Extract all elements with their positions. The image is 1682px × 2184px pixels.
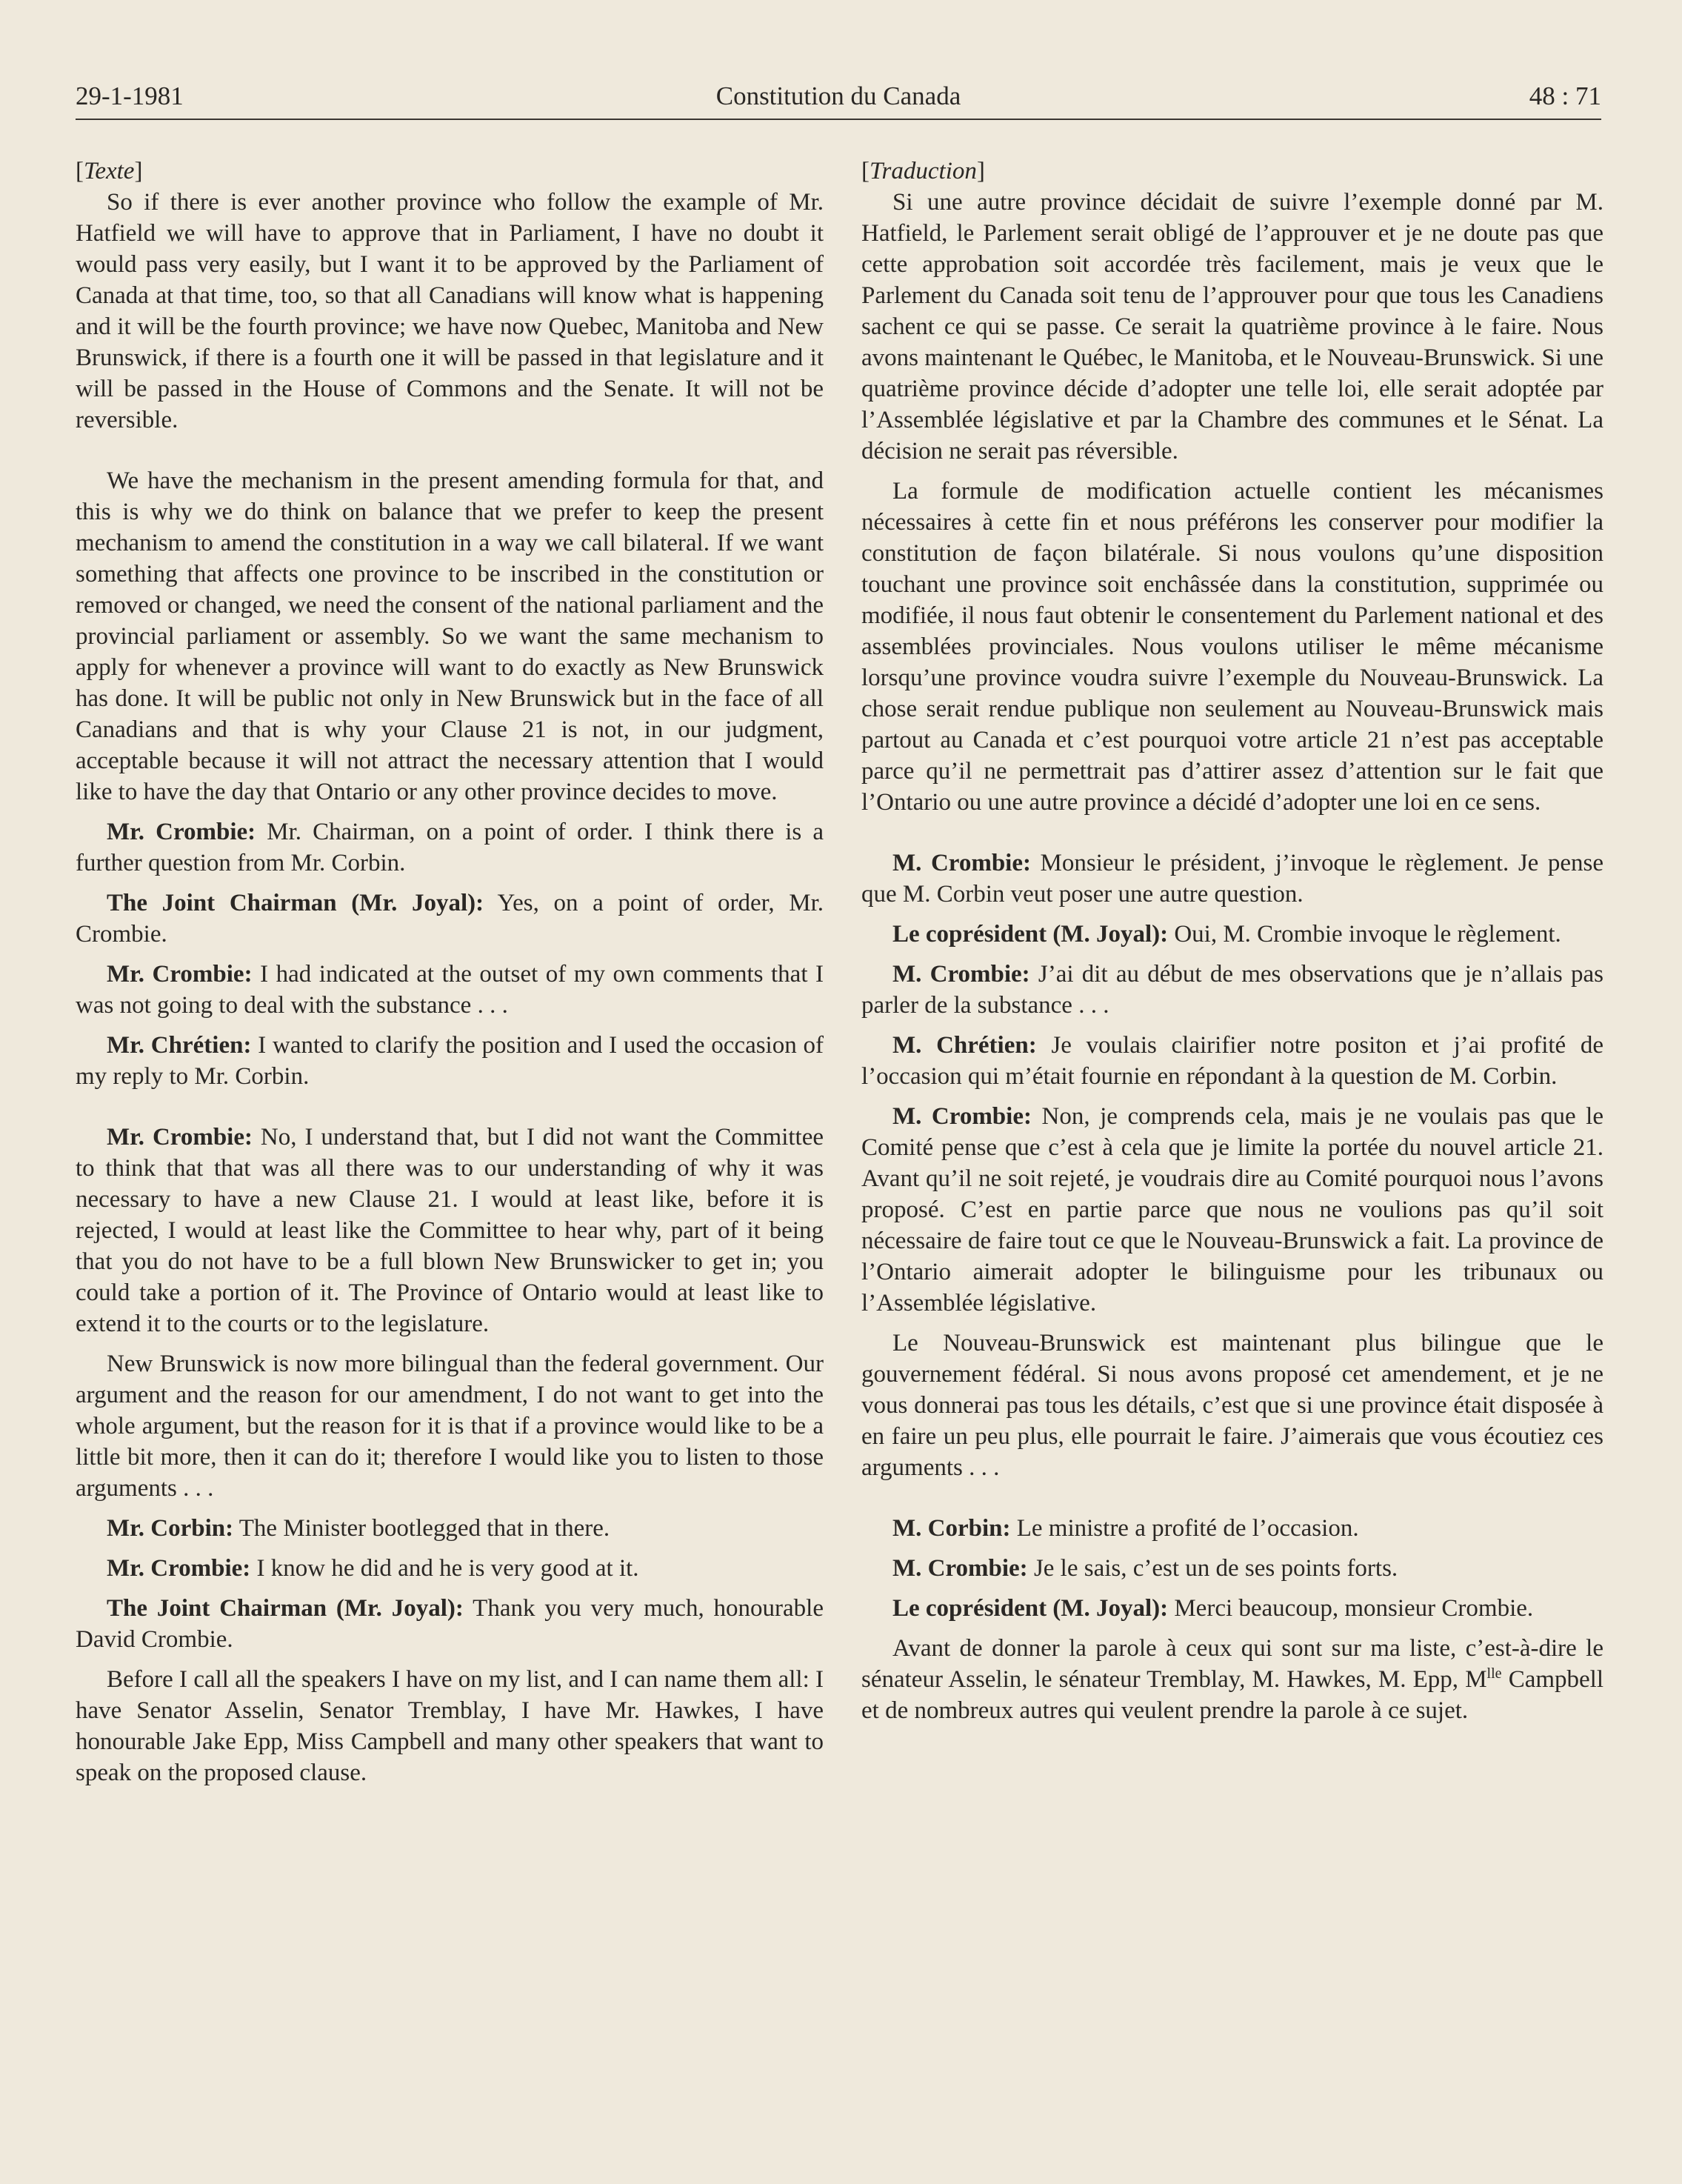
speaker-name: M. Crombie:	[892, 1555, 1028, 1582]
paragraph: So if there is ever another province who follow the example of Mr. Hatfield we will have to approve that in Parliament, I have no doubt it would pass very easily, but I want it to be approved by the Parliament of Canada at that time, too, so that all Canadians will know what is happening and it will be the fourth province; we have now Quebec, Manitoba and New Brunswick, if there is a fourth one it will be passed in that legislature and it will be passed in the House of Commons and the Senate. It will not be reversible.	[76, 189, 824, 433]
column-label: [Traduction]	[861, 158, 985, 184]
paragraph: Le Nouveau-Brunswick est maintenant plus bilingue que le gouvernement fédéral. Si nous avons proposé cet amendement, et je ne vous donnerai pas tous les détails, c’est que si une province était disposée à en faire un peu plus, elle pourrait le faire. J’aimerais que vous écoutiez ces arguments . . .	[861, 1330, 1603, 1481]
speaker-turn: Mr. Crombie: Mr. Chairman, on a point of order. I think there is a further question from Mr. Corbin.	[76, 819, 824, 876]
page-header	[76, 79, 1601, 123]
speaker-name: The Joint Chairman (Mr. Joyal):	[107, 890, 484, 916]
speaker-turn: Mr. Chrétien: I wanted to clarify the position and I used the occasion of my reply to Mr. Corbin.	[76, 1032, 824, 1090]
paragraph: La formule de modification actuelle contient les mécanismes nécessaires à cette fin et nous préférons les conserver pour modifier la constitution de façon bilatérale. Si nous voulons qu’une disposition touchant une province soit enchâssée dans la constitution, supprimée ou modifiée, il nous faut obtenir le consentement du Parlement national et des assemblées provinciales. Nous voulons utiliser le même mécanisme lorsqu’une province voudra suivre l’exemple du Nouveau-Brunswick. La chose serait rendue publique non seulement au Nouveau-Brunswick mais partout au Canada et c’est pourquoi votre article 21 n’est pas acceptable parce qu’il ne permettrait pas d’attirer assez d’attention sur le fait que l’Ontario ou une autre province a décidé d’adopter une loi en ce sens.	[861, 478, 1603, 816]
speaker-turn: Mr. Corbin: The Minister bootlegged that in there.	[107, 1515, 610, 1542]
english-column	[76, 156, 824, 1797]
speaker-name: M. Crombie:	[892, 1103, 1032, 1130]
speaker-name: M. Crombie:	[892, 850, 1031, 876]
speaker-name: Mr. Crombie:	[107, 819, 256, 845]
speaker-name: M. Crombie:	[892, 961, 1030, 988]
paragraph: Avant de donner la parole à ceux qui sont sur ma liste, c’est-à-dire le sénateur Asselin, le sénateur Tremblay, M. Hawkes, M. Epp, $M^{lle}$ Campbell et de nombreux autres qui veulent prendre la parole à ce sujet.	[861, 1635, 1604, 1724]
paragraph: We have the mechanism in the present amending formula for that, and this is why we do think on balance that we prefer to keep the present mechanism to amend the constitution in a way we call bilateral. If we want something that affects one province to be inscribed in the constitution or removed or changed, we need the consent of the national parliament and the provincial parliament or assembly. So we want the same mechanism to apply for whenever a province will want to do exactly as New Brunswick has done. It will be public not only in New Brunswick but in the face of all Canadians and that is why your Clause 21 is not, in our judgment, acceptable because it will not attract the necessary attention that I would like to have the day that Ontario or any other province decides to move.	[76, 467, 824, 805]
speaker-turn: Le coprésident (M. Joyal): Merci beaucoup, monsieur Crombie.	[892, 1595, 1534, 1622]
speaker-name: M. Chrétien:	[892, 1032, 1037, 1059]
french-column	[861, 156, 1603, 1735]
speaker-name: Mr. Crombie:	[107, 1124, 253, 1151]
speaker-turn: Mr. Crombie: I know he did and he is very good at it.	[107, 1555, 639, 1582]
paragraph: New Brunswick is now more bilingual than the federal government. Our argument and the reason for our amendment, I do not want to get into the whole argument, but the reason for it is that if a province would like to be a little bit more, then it can do it; therefore I would like you to listen to those arguments . . .	[76, 1351, 824, 1502]
speaker-name: Le coprésident (M. Joyal):	[892, 921, 1169, 948]
column-label: [Texte]	[76, 158, 143, 184]
speaker-turn: M. Chrétien: Je voulais clairifier notre positon et j’ai profité de l’occasion qui m’était fournie en répondant à la question de M. Corbin.	[861, 1032, 1604, 1090]
speaker-turn: Mr. Crombie: No, I understand that, but I did not want the Committee to think that that was all there was to our understanding of why it was necessary to have a new Clause 21. I would at least like, before it is rejected, I would at least like the Committee to hear why, part of it being that you do not have to be a full blown New Brunswicker to get in; you could take a portion of it. The Province of Ontario would at least like to extend it to the courts or to the legislature.	[76, 1124, 824, 1337]
speaker-name: Mr. Corbin:	[107, 1515, 234, 1542]
speaker-name: Mr. Crombie:	[107, 961, 253, 988]
speaker-name: Mr. Crombie:	[107, 1555, 251, 1582]
speaker-name: Le coprésident (M. Joyal):	[892, 1595, 1169, 1622]
header-date: 29-1-1981	[76, 81, 184, 110]
header-page-number: 48 : 71	[1529, 81, 1601, 110]
speaker-turn: Le coprésident (M. Joyal): Oui, M. Crombie invoque le règlement.	[892, 921, 1561, 948]
paragraph: Before I call all the speakers I have on my list, and I can name them all: I have Senator Asselin, Senator Tremblay, I have Mr. Hawkes, I have honourable Jake Epp, Miss Campbell and many other speakers that want to speak on the proposed clause.	[76, 1666, 824, 1786]
header-title: Constitution du Canada	[715, 81, 961, 110]
speaker-turn: M. Crombie: Non, je comprends cela, mais je ne voulais pas que le Comité pense que c’est à cela que je limite la portée du nouvel article 21. Avant qu’il ne soit rejeté, je voudrais dire au Comité pourquoi nous l’avons proposé. C’est en partie parce que nous ne voulions pas qu’il soit nécessaire de faire tout ce que le Nouveau-Brunswick a fait. La province de l’Ontario aimerait adopter le bilinguisme pour les tribunaux ou l’Assemblée législative.	[861, 1103, 1603, 1316]
speaker-turn: Mr. Crombie: I had indicated at the outset of my own comments that I was not going to deal with the substance . . .	[76, 961, 824, 1019]
speaker-turn: M. Corbin: Le ministre a profité de l’occasion.	[892, 1515, 1359, 1542]
speaker-turn: The Joint Chairman (Mr. Joyal): Thank you very much, honourable David Crombie.	[76, 1595, 824, 1653]
speaker-turn: M. Crombie: J’ai dit au début de mes observations que je n’allais pas parler de la substance . . .	[861, 961, 1603, 1019]
speaker-turn: The Joint Chairman (Mr. Joyal): Yes, on a point of order, Mr. Crombie.	[76, 890, 824, 948]
speaker-name: M. Corbin:	[892, 1515, 1011, 1542]
speaker-turn: M. Crombie: Je le sais, c’est un de ses points forts.	[892, 1555, 1398, 1582]
speaker-turn: M. Crombie: Monsieur le président, j’invoque le règlement. Je pense que M. Corbin veut poser une autre question.	[861, 850, 1603, 908]
speaker-name: Mr. Chrétien:	[107, 1032, 252, 1059]
header-rule	[76, 119, 1601, 120]
speaker-name: The Joint Chairman (Mr. Joyal):	[107, 1595, 464, 1622]
paragraph: Si une autre province décidait de suivre l’exemple donné par M. Hatfield, le Parlement serait obligé de l’approuver et je ne doute pas que cette approbation soit accordée très facilement, mais je veux que le Parlement du Canada soit tenu de l’approuver pour que tous les Canadiens sachent ce qui se passe. Ce serait la quatrième province à le faire. Nous avons maintenant le Québec, le Manitoba, et le Nouveau-Brunswick. Si une quatrième province décide d’adopter une telle loi, elle serait adoptée par l’Assemblée législative et par la Chambre des communes et le Sénat. La décision ne serait pas réversible.	[861, 189, 1603, 465]
